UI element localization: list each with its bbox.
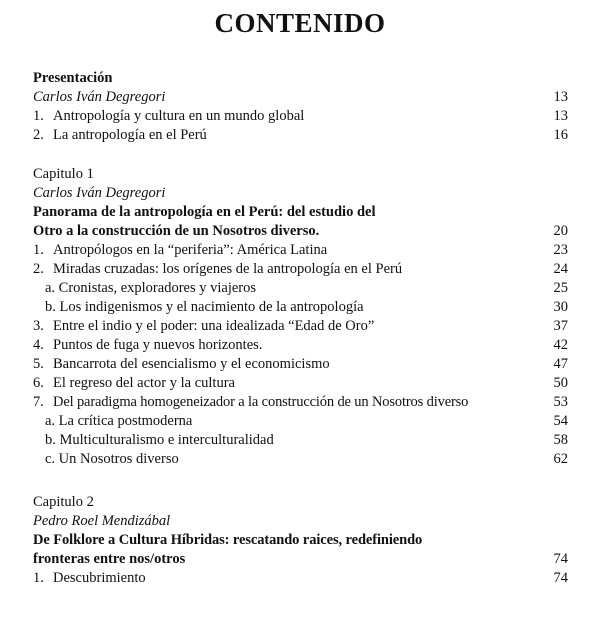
toc-subentry	[45, 278, 568, 298]
page-number: 23	[553, 242, 568, 258]
entry-title: Descubrimiento	[53, 570, 146, 586]
page-number: 13	[553, 89, 568, 105]
toc-subentry	[45, 297, 568, 317]
entry-title: Bancarrota del esencialismo y el economicismo	[53, 356, 330, 372]
entry-number: 3.	[33, 318, 44, 334]
toc-entry	[33, 392, 568, 412]
page-number: 53	[553, 394, 568, 410]
entry-number: 7.	[33, 394, 44, 410]
page-number: 54	[553, 413, 568, 429]
entry-number: 5.	[33, 356, 44, 372]
entry-title: Entre el indio y el poder: una idealizada “Edad de Oro”	[53, 318, 375, 334]
toc-entry	[33, 335, 568, 355]
toc-entry	[33, 373, 568, 393]
toc-entry	[33, 259, 568, 279]
entry-number: 1.	[33, 242, 44, 258]
entry-number: 1.	[33, 108, 44, 124]
entry-title: a. Cronistas, exploradores y viajeros	[45, 280, 257, 296]
chapter-title-line-2: Otro a la construcción de un Nosotros diverso.	[33, 223, 320, 239]
author-line	[33, 511, 568, 531]
chapter-title	[33, 221, 568, 241]
chapter-title	[33, 202, 568, 222]
section-heading-text: Presentación	[33, 70, 113, 86]
entry-number: 2.	[33, 261, 44, 277]
section-heading-presentacion	[33, 68, 568, 88]
page-number: 25	[553, 280, 568, 296]
page-number: 42	[553, 337, 568, 353]
page-number: 37	[553, 318, 568, 334]
entry-title: El regreso del actor y la cultura	[53, 375, 235, 391]
entry-title: b. Multiculturalismo e interculturalidad	[45, 432, 274, 448]
section-heading-capitulo-2	[33, 492, 568, 512]
chapter-title	[33, 530, 568, 550]
toc-entry	[33, 125, 568, 145]
author-line	[33, 183, 568, 203]
page-number: 24	[553, 261, 568, 277]
page-number: 62	[553, 451, 568, 467]
page-number: 16	[553, 127, 568, 143]
entry-title: c. Un Nosotros diverso	[45, 451, 179, 467]
entry-title: Antropología y cultura en un mundo global	[53, 108, 305, 124]
chapter-title-line-2: fronteras entre nos/otros	[33, 551, 186, 567]
section-heading-text: Capitulo 1	[33, 166, 94, 182]
page-number: 74	[553, 570, 568, 586]
toc-subentry	[45, 449, 568, 469]
chapter-title-line-1: Panorama de la antropología en el Perú: del estudio del	[33, 204, 376, 220]
entry-title: b. Los indigenismos y el nacimiento de la antropología	[45, 299, 364, 315]
author-name: Carlos Iván Degregori	[33, 185, 166, 201]
toc-entry	[33, 568, 568, 588]
page-title: CONTENIDO	[214, 8, 386, 38]
page-number: 20	[553, 223, 568, 239]
toc-subentry	[45, 430, 568, 450]
entry-number: 2.	[33, 127, 44, 143]
toc-subentry	[45, 411, 568, 431]
chapter-title	[33, 549, 568, 569]
page-number: 47	[553, 356, 568, 372]
entry-number: 4.	[33, 337, 44, 353]
entry-title: La antropología en el Perú	[53, 127, 207, 143]
entry-title: Del paradigma homogeneizador a la construcción de un Nosotros diverso	[53, 394, 469, 410]
author-name: Pedro Roel Mendizábal	[33, 513, 171, 529]
page-number: 13	[553, 108, 568, 124]
page-number: 58	[553, 432, 568, 448]
toc-entry	[33, 316, 568, 336]
section-heading-capitulo-1	[33, 164, 568, 184]
chapter-title-line-1: De Folklore a Cultura Híbridas: rescatando raices, redefiniendo	[33, 532, 423, 548]
entry-title: Puntos de fuga y nuevos horizontes.	[53, 337, 263, 353]
page-number: 74	[553, 551, 568, 567]
entry-number: 6.	[33, 375, 44, 391]
page-number: 30	[553, 299, 568, 315]
entry-title: Miradas cruzadas: los orígenes de la antropología en el Perú	[53, 261, 403, 277]
entry-number: 1.	[33, 570, 44, 586]
entry-title: Antropólogos en la “periferia”: América Latina	[53, 242, 328, 258]
author-line	[33, 87, 568, 107]
toc-entry	[33, 106, 568, 126]
page-number: 50	[553, 375, 568, 391]
entry-title: a. La crítica postmoderna	[45, 413, 193, 429]
author-name: Carlos Iván Degregori	[33, 89, 166, 105]
section-heading-text: Capitulo 2	[33, 494, 94, 510]
toc-entry	[33, 354, 568, 374]
toc-entry	[33, 240, 568, 260]
